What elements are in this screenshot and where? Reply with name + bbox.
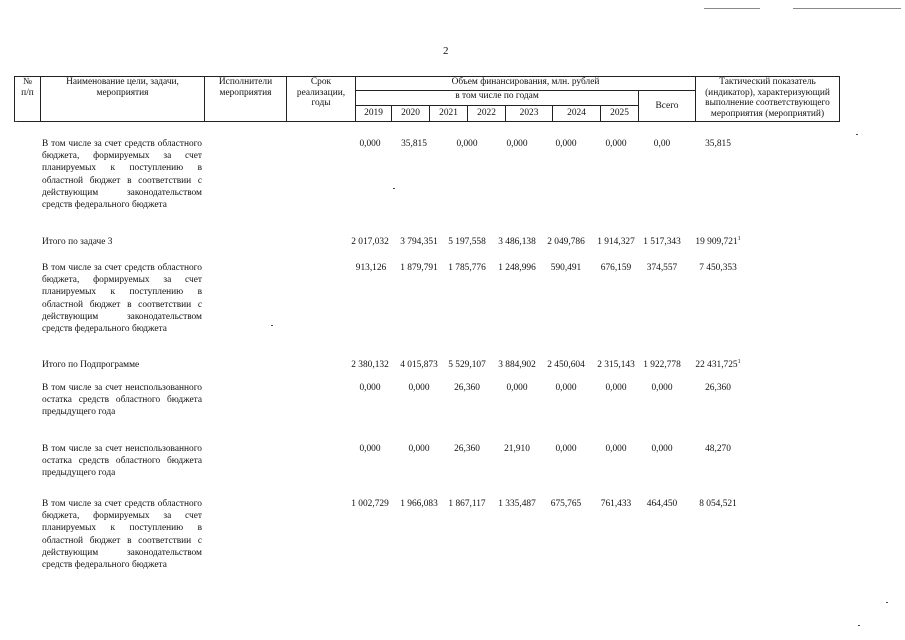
row-label: В том числе за счет неиспользованного остатка средств областного бюджета предыдущего года: [42, 383, 202, 418]
header-total: Всего: [639, 91, 696, 122]
header-year: 2022: [468, 106, 506, 122]
header-year: 2021: [430, 106, 468, 122]
row-label: В том числе за счет неиспользованного остатка средств областного бюджета предыдущего года: [42, 444, 202, 479]
header-indicator: Тактический показатель (индикатор), характеризующий выполнение соответствующего мероприятия (мероприятий): [696, 77, 840, 122]
header-year: 2023: [506, 106, 553, 122]
row-label: Итого по Подпрограмме: [42, 360, 140, 370]
header-year: 2024: [553, 106, 601, 122]
header-year: 2019: [356, 106, 392, 122]
table-header: [14, 76, 840, 122]
scan-speck: [886, 602, 888, 603]
scan-speck: [271, 325, 273, 326]
row-label: Итого по задаче 3: [42, 237, 113, 247]
header-executors: Исполнители мероприятия: [205, 77, 287, 122]
header-term: Срок реализации, годы: [287, 77, 356, 122]
page-number: 2: [443, 45, 449, 57]
scan-top-rule-right: [793, 8, 901, 9]
header-year: 2020: [392, 106, 430, 122]
row-label: В том числе за счет средств областного бюджета, формируемых за счет планируемых к поступлению в областной бюджет в соответствии с действующим законодательством средств федерального бюджета: [42, 263, 202, 335]
header-name: Наименование цели, задачи, мероприятия: [41, 77, 205, 122]
header-year: 2025: [601, 106, 639, 122]
scan-speck: [858, 625, 860, 626]
scan-speck: [856, 134, 858, 135]
scan-top-rule-left: [704, 8, 760, 9]
scan-speck: [15, 121, 17, 122]
header-funding: Объем финансирования, млн. рублей: [356, 77, 696, 91]
header-num: № п/п: [15, 77, 41, 122]
header-by-years: в том числе по годам: [356, 91, 639, 106]
row-label: В том числе за счет средств областного бюджета, формируемых за счет планируемых к поступлению в областной бюджет в соответствии с действующим законодательством средств федерального бюджета: [42, 499, 202, 571]
scan-speck: [393, 188, 395, 189]
row-label: В том числе за счет средств областного бюджета, формируемых за счет планируемых к поступлению в областной бюджет в соответствии с действующим законодательством средств федерального бюджета: [42, 139, 202, 211]
